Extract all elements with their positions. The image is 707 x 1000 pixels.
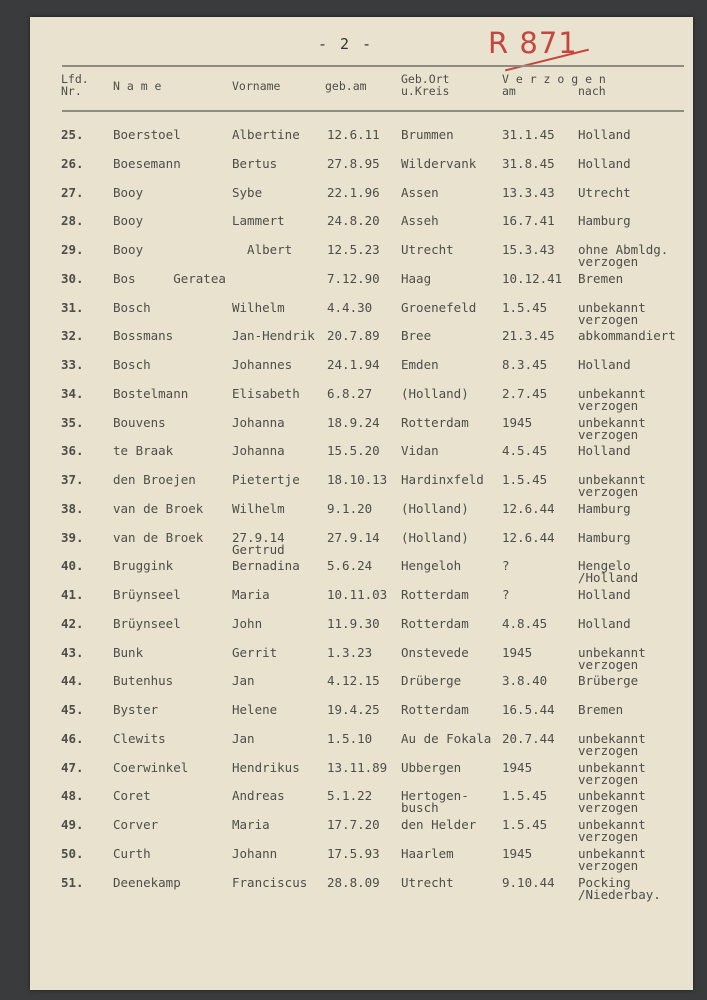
cell-am: ? — [502, 558, 510, 574]
cell-nach: unbekannt verzogen — [578, 644, 646, 672]
cell-name: Booy — [113, 184, 144, 200]
cell-name: Butenhus — [113, 673, 174, 689]
table-row — [0, 845, 707, 873]
cell-nr: 45. — [61, 702, 84, 717]
cell-nach: abkommandiert — [578, 328, 676, 344]
table-row — [0, 359, 707, 379]
cell-vorname: Johann — [232, 845, 278, 861]
cell-nr: 44. — [61, 673, 84, 689]
cell-name: Booy — [113, 242, 144, 257]
cell-geb: 24.8.20 — [327, 213, 380, 229]
cell-nr: 48. — [61, 788, 84, 804]
cell-nach: unbekannt verzogen — [578, 788, 646, 816]
cell-nr: 33. — [61, 357, 84, 372]
cell-geb: 4.4.30 — [327, 299, 373, 315]
cell-am: 10.12.41 — [502, 270, 563, 286]
cell-vorname: Maria — [232, 817, 270, 832]
cell-nr: 46. — [61, 730, 84, 746]
cell-vorname: Hendrikus — [232, 759, 300, 775]
cell-nach: Holland — [578, 443, 631, 459]
cell-geb: 20.7.89 — [327, 328, 380, 344]
cell-nr: 39. — [61, 529, 84, 545]
cell-name: Boerstoel — [113, 127, 181, 142]
cell-nach: unbekannt verzogen — [578, 845, 646, 873]
cell-nr: 43. — [61, 644, 84, 660]
table-row — [0, 299, 707, 327]
table-row — [0, 558, 707, 586]
cell-nr: 34. — [61, 385, 84, 401]
cell-name: Deenekamp — [113, 874, 181, 890]
cell-name: Byster — [113, 702, 159, 717]
cell-ort: Rotterdam — [401, 587, 469, 602]
table-row — [0, 184, 707, 207]
cell-ort: Groenefeld — [401, 299, 477, 315]
cell-am: 4.5.45 — [502, 443, 548, 459]
cell-vorname: Johannes — [232, 357, 293, 372]
cell-geb: 9.1.20 — [327, 500, 373, 516]
cell-am: 16.5.44 — [502, 702, 555, 717]
table-row — [0, 414, 707, 442]
cell-geb: 10.11.03 — [327, 587, 388, 602]
table-row — [0, 615, 707, 638]
cell-name: Brüynseel — [113, 615, 181, 631]
cell-ort: Haarlem — [401, 845, 454, 861]
cell-am: 13.3.43 — [502, 184, 555, 200]
cell-nach: Holland — [578, 127, 631, 142]
cell-geb: 12.5.23 — [327, 242, 380, 257]
cell-am: 1.5.45 — [502, 817, 548, 832]
cell-geb: 27.8.95 — [327, 155, 380, 171]
cell-vorname: Helene — [232, 702, 278, 717]
cell-am: 21.3.45 — [502, 328, 555, 344]
cell-nr: 29. — [61, 242, 84, 257]
cell-name: te Braak — [113, 443, 174, 459]
cell-nach: Utrecht — [578, 184, 631, 200]
cell-nach: unbekannt verzogen — [578, 385, 646, 413]
cell-name: Bunk — [113, 644, 144, 660]
cell-nach: Holland — [578, 155, 631, 171]
cell-vorname: Franciscus — [232, 874, 308, 890]
cell-ort: Vidan — [401, 443, 439, 459]
cell-vorname: Maria — [232, 587, 270, 602]
cell-ort: Utrecht — [401, 242, 454, 257]
cell-nr: 37. — [61, 472, 84, 487]
cell-am: 2.7.45 — [502, 385, 548, 401]
cell-geb: 5.6.24 — [327, 558, 373, 574]
cell-am: 4.8.45 — [502, 615, 548, 631]
cell-ort: Hardinxfeld — [401, 472, 484, 487]
table-row — [0, 472, 707, 499]
cell-am: 1945 — [502, 414, 533, 430]
cell-name: Bossmans — [113, 328, 174, 344]
header-geb: geb.am — [325, 79, 367, 93]
cell-name: Bosch — [113, 299, 151, 315]
table-row — [0, 330, 707, 350]
cell-am: 1.5.45 — [502, 788, 548, 804]
table-row — [0, 759, 707, 787]
cell-name: van de Broek — [113, 529, 204, 545]
cell-geb: 18.10.13 — [327, 472, 388, 487]
cell-vorname: John — [232, 615, 263, 631]
table-row — [0, 270, 707, 293]
cell-nr: 25. — [61, 127, 84, 142]
cell-vorname: Jan — [232, 673, 255, 689]
table-row — [0, 644, 707, 672]
header-vn: Vorname — [232, 79, 281, 93]
header-am: V e r z o g e n am — [502, 72, 606, 98]
cell-name: Bos Geratea — [113, 270, 226, 286]
table-row — [0, 589, 707, 609]
cell-nach: Brüberge — [578, 673, 639, 689]
cell-vorname: Pietertje — [232, 472, 300, 487]
cell-nr: 30. — [61, 270, 84, 286]
cell-ort: Utrecht — [401, 874, 454, 890]
table-row — [0, 445, 707, 465]
cell-nach: Hamburg — [578, 213, 631, 229]
cell-ort: Wildervank — [401, 155, 477, 171]
cell-ort: (Holland) — [401, 500, 469, 516]
header-nr: Lfd. Nr. — [61, 72, 89, 98]
cell-name: Clewits — [113, 730, 166, 746]
cell-vorname: Johanna — [232, 443, 285, 459]
cell-nach: unbekannt verzogen — [578, 730, 646, 758]
cell-geb: 1.5.10 — [327, 730, 373, 746]
table-row — [0, 215, 707, 235]
header-top-rule — [62, 65, 684, 67]
cell-geb: 18.9.24 — [327, 414, 380, 430]
cell-name: Coret — [113, 788, 151, 804]
cell-ort: Rotterdam — [401, 414, 469, 430]
cell-name: Boesemann — [113, 155, 181, 171]
cell-vorname: Albertine — [232, 127, 300, 142]
table-row — [0, 704, 707, 724]
cell-ort: Emden — [401, 357, 439, 372]
cell-am: 31.1.45 — [502, 127, 555, 142]
cell-ort: Rotterdam — [401, 702, 469, 717]
cell-name: Bouvens — [113, 414, 166, 430]
cell-name: den Broejen — [113, 472, 196, 487]
table-row — [0, 788, 707, 816]
cell-ort: Au de Fokala — [401, 730, 492, 746]
cell-name: Bostelmann — [113, 385, 189, 401]
cell-ort: Haag — [401, 270, 432, 286]
cell-geb: 19.4.25 — [327, 702, 380, 717]
cell-nach: Hamburg — [578, 500, 631, 516]
cell-vorname: Jan — [232, 730, 255, 746]
cell-geb: 24.1.94 — [327, 357, 380, 372]
cell-vorname: Albert — [232, 242, 293, 257]
cell-vorname: Gerrit — [232, 644, 278, 660]
cell-geb: 11.9.30 — [327, 615, 380, 631]
cell-geb: 7.12.90 — [327, 270, 380, 286]
cell-nr: 41. — [61, 587, 84, 602]
cell-geb: 13.11.89 — [327, 759, 388, 775]
cell-geb: 17.5.93 — [327, 845, 380, 861]
table-row — [0, 529, 707, 557]
cell-am: 16.7.41 — [502, 213, 555, 229]
cell-nr: 49. — [61, 817, 84, 832]
cell-nach: unbekannt verzogen — [578, 472, 646, 499]
cell-ort: Hengeloh — [401, 558, 462, 574]
cell-geb: 15.5.20 — [327, 443, 380, 459]
cell-vorname: Wilhelm — [232, 500, 285, 516]
cell-vorname: Bertus — [232, 155, 278, 171]
cell-name: Bruggink — [113, 558, 174, 574]
cell-name: Curth — [113, 845, 151, 861]
cell-am: 1945 — [502, 644, 533, 660]
cell-vorname: Andreas — [232, 788, 285, 804]
cell-nach: ohne Abmldg. verzogen — [578, 242, 669, 269]
cell-nr: 35. — [61, 414, 84, 430]
cell-am: 3.8.40 — [502, 673, 548, 689]
cell-nr: 38. — [61, 500, 84, 516]
cell-name: van de Broek — [113, 500, 204, 516]
header-bottom-rule — [62, 110, 684, 112]
cell-ort: Bree — [401, 328, 432, 344]
cell-nach: unbekannt verzogen — [578, 759, 646, 787]
cell-ort: Onstevede — [401, 644, 469, 660]
table-row — [0, 155, 707, 178]
table-row — [0, 874, 707, 902]
cell-geb: 17.7.20 — [327, 817, 380, 832]
cell-nr: 51. — [61, 874, 84, 890]
cell-nr: 26. — [61, 155, 84, 171]
table-row — [0, 385, 707, 413]
table-row — [0, 817, 707, 844]
cell-am: 1.5.45 — [502, 299, 548, 315]
cell-ort: Ubbergen — [401, 759, 462, 775]
cell-nach: Bremen — [578, 702, 624, 717]
cell-am: 20.7.44 — [502, 730, 555, 746]
table-row — [0, 242, 707, 269]
cell-am: 15.3.43 — [502, 242, 555, 257]
cell-ort: Hertogen- busch — [401, 788, 469, 816]
cell-vorname: Sybe — [232, 184, 263, 200]
cell-ort: Drüberge — [401, 673, 462, 689]
cell-geb: 28.8.09 — [327, 874, 380, 890]
header-nach: nach — [578, 84, 606, 98]
cell-am: 9.10.44 — [502, 874, 555, 890]
cell-ort: Asseh — [401, 213, 439, 229]
cell-nr: 27. — [61, 184, 84, 200]
cell-nr: 31. — [61, 299, 84, 315]
cell-name: Corver — [113, 817, 159, 832]
header-ort: Geb.Ort u.Kreis — [401, 72, 450, 98]
cell-name: Brüynseel — [113, 587, 181, 602]
cell-nr: 42. — [61, 615, 84, 631]
cell-nr: 36. — [61, 443, 84, 459]
cell-ort: (Holland) — [401, 529, 469, 545]
cell-ort: Brummen — [401, 127, 454, 142]
cell-am: ? — [502, 587, 510, 602]
cell-name: Booy — [113, 213, 144, 229]
cell-nr: 32. — [61, 328, 84, 344]
cell-ort: Rotterdam — [401, 615, 469, 631]
page-number: - 2 - — [318, 35, 374, 53]
cell-geb: 22.1.96 — [327, 184, 380, 200]
cell-ort: Assen — [401, 184, 439, 200]
cell-nr: 28. — [61, 213, 84, 229]
table-row — [0, 730, 707, 758]
cell-nach: Hamburg — [578, 529, 631, 545]
cell-name: Coerwinkel — [113, 759, 189, 775]
cell-nr: 50. — [61, 845, 84, 861]
cell-nach: Pocking /Niederbay. — [578, 874, 661, 902]
archive-reference: R 871 — [488, 26, 578, 60]
cell-vorname: Lammert — [232, 213, 285, 229]
table-row — [0, 129, 707, 149]
cell-nach: Holland — [578, 615, 631, 631]
cell-vorname: Johanna — [232, 414, 285, 430]
cell-nach: unbekannt verzogen — [578, 817, 646, 844]
cell-am: 12.6.44 — [502, 529, 555, 545]
table-row — [0, 675, 707, 695]
cell-am: 1945 — [502, 845, 533, 861]
cell-vorname: Wilhelm — [232, 299, 285, 315]
cell-nach: Holland — [578, 357, 631, 372]
cell-geb: 4.12.15 — [327, 673, 380, 689]
table-row — [0, 500, 707, 523]
cell-nach: Holland — [578, 587, 631, 602]
cell-am: 1945 — [502, 759, 533, 775]
cell-vorname: 27.9.14 Gertrud — [232, 529, 285, 557]
cell-nach: Hengelo /Holland — [578, 558, 639, 586]
cell-geb: 5.1.22 — [327, 788, 373, 804]
cell-am: 12.6.44 — [502, 500, 555, 516]
cell-ort: den Helder — [401, 817, 477, 832]
header-name: N a m e — [113, 79, 162, 93]
cell-vorname: Bernadina — [232, 558, 300, 574]
cell-geb: 27.9.14 — [327, 529, 380, 545]
cell-nach: unbekannt verzogen — [578, 414, 646, 442]
cell-nach: Bremen — [578, 270, 624, 286]
cell-name: Bosch — [113, 357, 151, 372]
cell-vorname: Elisabeth — [232, 385, 300, 401]
cell-nr: 47. — [61, 759, 84, 775]
cell-geb: 6.8.27 — [327, 385, 373, 401]
cell-geb: 1.3.23 — [327, 644, 373, 660]
cell-am: 1.5.45 — [502, 472, 548, 487]
cell-am: 31.8.45 — [502, 155, 555, 171]
cell-vorname: Jan-Hendrik — [232, 328, 315, 344]
cell-am: 8.3.45 — [502, 357, 548, 372]
cell-geb: 12.6.11 — [327, 127, 380, 142]
cell-nach: unbekannt verzogen — [578, 299, 646, 327]
cell-nr: 40. — [61, 558, 84, 574]
cell-ort: (Holland) — [401, 385, 469, 401]
